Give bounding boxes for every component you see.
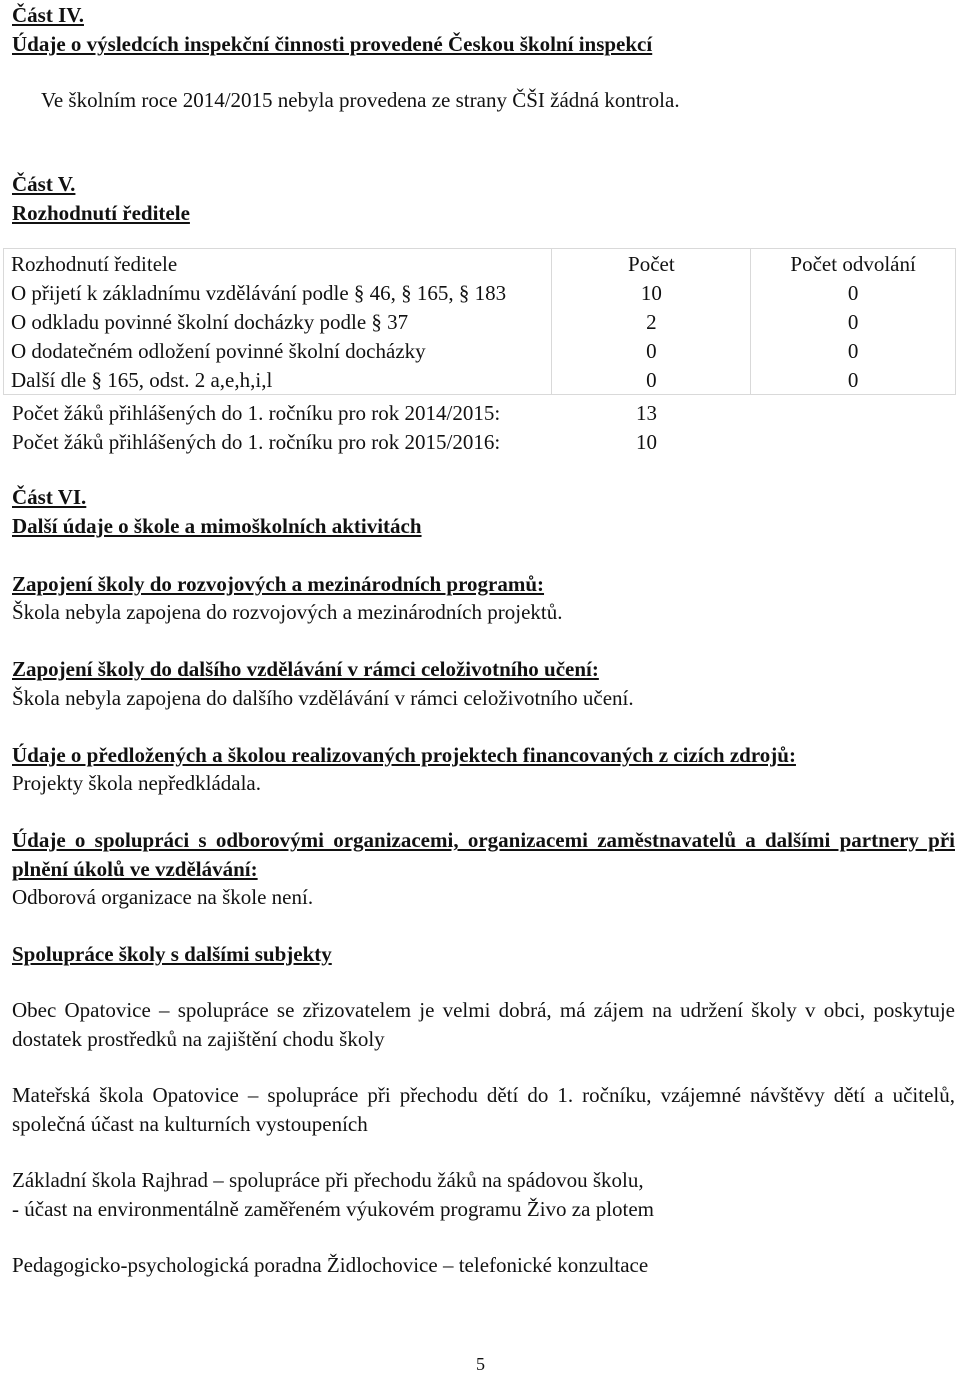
enrol-2015-label: Počet žáků přihlášených do 1. ročníku pro rok 2015/2016: [12,430,501,454]
part5-title: Rozhodnutí ředitele [12,201,190,225]
programs-text: Škola nebyla zapojena do rozvojových a mezinárodních projektů. [12,600,563,624]
enrol-2014-label: Počet žáků přihlášených do 1. ročníku pro rok 2014/2015: [12,401,501,425]
part4-text: Ve školním roce 2014/2015 nebyla provedena ze strany ČŠI žádná kontrola. [41,88,680,112]
programs-heading: Zapojení školy do rozvojových a mezinárodních programů: [12,572,545,596]
row-label: O dodatečném odložení povinné školní docházky [4,336,552,365]
row-appeals: 0 [751,307,956,336]
row-label: O odkladu povinné školní docházky podle § 37 [4,307,552,336]
row-count: 2 [552,307,751,336]
cooperation-heading: Spolupráce školy s dalšími subjekty [12,942,332,966]
part5-heading: Část V. [12,172,76,196]
row-appeals: 0 [751,336,956,365]
table-header-row [4,249,956,279]
cooperation-rajhrad: Základní škola Rajhrad – spolupráce při přechodu žáků na spádovou školu, [12,1168,644,1192]
part6-heading: Část VI. [12,485,87,509]
enrol-2014-value: 13 [636,401,657,425]
cooperation-counseling: Pedagogicko-psychologická poradna Židlochovice – telefonické konzultace [12,1253,649,1277]
row-count: 10 [552,278,751,307]
projects-heading: Údaje o předložených a školou realizovaných projektech financovaných z cizích zdrojů: [12,743,796,767]
row-label: Další dle § 165, odst. 2 a,e,h,i,l [4,365,552,395]
header-count: Počet [552,249,751,279]
table-row [4,365,956,395]
projects-text: Projekty škola nepředkládala. [12,771,262,795]
row-count: 0 [552,336,751,365]
cooperation-municipality: Obec Opatovice – spolupráce se zřizovatelem je velmi dobrá, má zájem na udržení školy v obci, poskytuje dostatek prostředků na zajištění chodu školy [12,998,955,1051]
row-appeals: 0 [751,365,956,395]
lifelong-text: Škola nebyla zapojena do dalšího vzdělávání v rámci celoživotního učení. [12,686,634,710]
cooperation-kindergarten: Mateřská škola Opatovice – spolupráce při přechodu dětí do 1. ročníku, vzájemné návštěvy dětí a učitelů, společná účast na kulturních vystoupeních [12,1083,955,1136]
lifelong-heading: Zapojení školy do dalšího vzdělávání v rámci celoživotního učení: [12,657,599,681]
table-row [4,336,956,365]
table-row [4,278,956,307]
row-label: O přijetí k základnímu vzdělávání podle § 46, § 165, § 183 [4,278,552,307]
unions-heading: Údaje o spolupráci s odborovými organizacemi, organizacemi zaměstnavatelů a dalšími partnery při plnění úkolů ve vzdělávání: [12,828,955,881]
unions-text: Odborová organizace na škole není. [12,885,314,909]
part6-title: Další údaje o škole a mimoškolních aktivitách [12,514,422,538]
header-decision: Rozhodnutí ředitele [4,249,552,279]
row-appeals: 0 [751,278,956,307]
row-count: 0 [552,365,751,395]
header-appeals: Počet odvolání [751,249,956,279]
decisions-table [3,248,956,395]
part4-title: Údaje o výsledcích inspekční činnosti provedené Českou školní inspekcí [12,32,653,56]
cooperation-rajhrad-program: - účast na environmentálně zaměřeném výukovém programu Živo za plotem [12,1197,655,1221]
table-row [4,307,956,336]
page-number: 5 [476,1354,485,1374]
enrol-2015-value: 10 [636,430,657,454]
part4-heading: Část IV. [12,3,84,27]
